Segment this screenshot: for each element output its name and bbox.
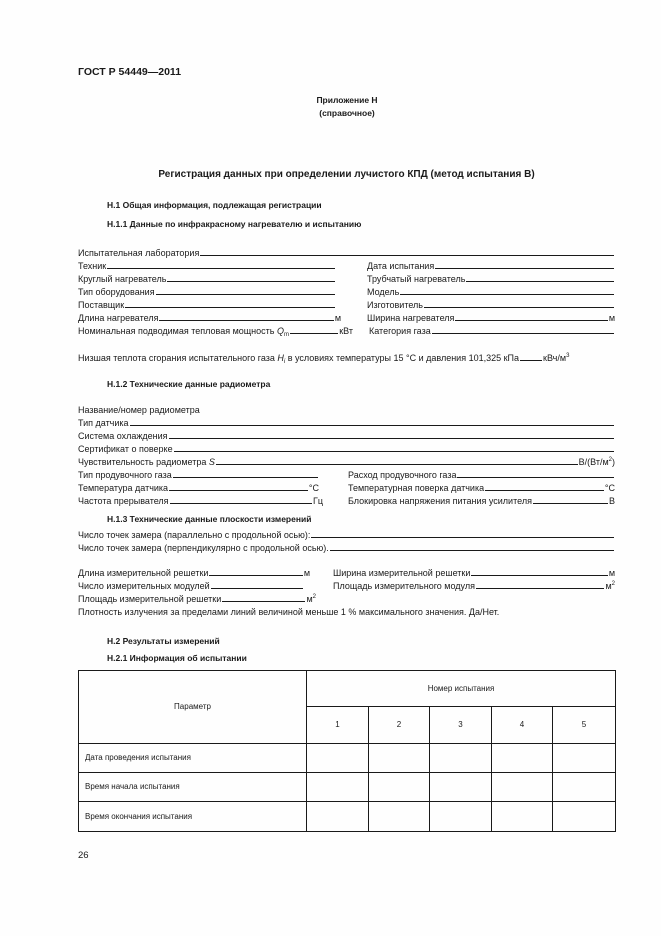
field-purge-gas-type — [78, 468, 319, 480]
superscript: 3 — [566, 353, 570, 359]
fill-line[interactable] — [169, 438, 614, 439]
table-cell[interactable] — [492, 744, 553, 773]
table-cell[interactable] — [369, 802, 430, 832]
fill-line[interactable] — [170, 503, 312, 504]
table-cell[interactable] — [430, 802, 492, 832]
field-label — [78, 458, 215, 467]
field-technician — [78, 259, 336, 271]
field-supplier — [78, 298, 336, 310]
fill-line[interactable] — [432, 333, 614, 334]
field-label: Поставщик — [78, 300, 125, 310]
table-cell[interactable] — [430, 744, 492, 773]
fill-line[interactable] — [222, 601, 305, 602]
unit-label: Гц — [312, 496, 323, 506]
fill-line[interactable] — [457, 477, 614, 478]
field-label: Тип продувочного газа — [78, 470, 172, 480]
fill-line[interactable] — [533, 503, 608, 504]
field-test-laboratory — [78, 246, 615, 258]
unit-label: °С — [604, 483, 615, 493]
fill-line[interactable] — [424, 307, 614, 308]
fill-line[interactable] — [471, 575, 607, 576]
fill-line[interactable] — [485, 490, 604, 491]
field-sensor-type — [78, 416, 615, 428]
fill-line[interactable] — [330, 550, 614, 551]
field-grid-length — [78, 566, 310, 578]
fill-line[interactable] — [311, 537, 614, 538]
field-points-parallel — [78, 528, 615, 540]
field-equipment-type — [78, 285, 336, 297]
field-label: Трубчатый нагреватель — [367, 274, 466, 284]
fill-line[interactable] — [200, 255, 614, 256]
field-label: Блокировка напряжения питания усилителя — [348, 496, 532, 506]
test-col-header: 2 — [369, 707, 430, 744]
fill-line[interactable] — [476, 588, 605, 589]
unit-text: ) — [612, 457, 615, 467]
field-purge-gas-flow — [348, 468, 615, 480]
field-label: Число точек замера (параллельно с продольной осью): — [78, 530, 311, 540]
fill-line[interactable] — [159, 320, 333, 321]
field-tube-heater — [367, 272, 615, 284]
table-row — [79, 802, 616, 832]
field-label: Расход продувочного газа — [348, 470, 457, 480]
param-header: Параметр — [79, 671, 307, 744]
unit-text: м — [306, 594, 313, 604]
field-amplifier-voltage-lock — [348, 494, 615, 506]
field-label: Температура датчика — [78, 483, 169, 493]
field-radiometer-name — [78, 403, 615, 415]
field-label: Изготовитель — [367, 300, 423, 310]
field-chopper-frequency — [78, 494, 323, 506]
unit-label: м — [608, 313, 615, 323]
density-note: Плотность излучения за пределами линий величиной меньше 1 % максимального значения. Да/Нет. — [78, 607, 500, 617]
field-label — [78, 354, 519, 363]
label-text: Низшая теплота сгорания испытательного газа — [78, 353, 275, 363]
fill-line[interactable] — [130, 425, 614, 426]
fill-line[interactable] — [173, 477, 318, 478]
field-grid-width — [333, 566, 615, 578]
fill-line[interactable] — [169, 490, 308, 491]
section-h13-heading: Н.1.3 Технические данные плоскости измерений — [107, 514, 312, 524]
field-lower-heating-value — [78, 351, 615, 363]
table-cell[interactable] — [307, 773, 369, 802]
unit-text: В/(Вт/м — [578, 457, 609, 467]
field-module-area — [333, 579, 615, 591]
row-label: Дата проведения испытания — [79, 744, 307, 773]
unit-label — [306, 595, 316, 604]
fill-line[interactable] — [125, 307, 335, 308]
unit-label: м — [303, 568, 310, 578]
test-info-table — [78, 670, 616, 832]
field-calibration-certificate — [78, 442, 615, 454]
symbol-q: Q — [276, 326, 284, 336]
field-test-date — [367, 259, 615, 271]
table-cell[interactable] — [553, 744, 616, 773]
field-model — [367, 285, 615, 297]
field-label: Число точек замера (перпендикулярно с продольной осью). — [78, 543, 329, 553]
field-gas-category — [369, 324, 615, 336]
test-col-header: 3 — [430, 707, 492, 744]
field-label: Круглый нагреватель — [78, 274, 167, 284]
unit-text: кВч/м — [543, 353, 567, 363]
field-label: Категория газа — [369, 326, 431, 336]
field-cooling-system — [78, 429, 615, 441]
fill-line[interactable] — [466, 281, 614, 282]
table-cell[interactable] — [492, 802, 553, 832]
fill-line[interactable] — [209, 575, 302, 576]
field-label: Название/номер радиометра — [78, 405, 200, 415]
field-round-heater — [78, 272, 336, 284]
row-label: Время начала испытания — [79, 773, 307, 802]
fill-line[interactable] — [290, 333, 338, 334]
field-grid-area — [78, 592, 316, 604]
unit-label — [543, 354, 569, 363]
fill-line[interactable] — [156, 294, 335, 295]
test-number-header: Номер испытания — [307, 671, 616, 707]
fill-line[interactable] — [211, 588, 303, 589]
field-label: Тип датчика — [78, 418, 129, 428]
field-label: Тип оборудования — [78, 287, 155, 297]
unit-label: кВт — [339, 326, 353, 336]
symbol-subscript: i — [283, 359, 286, 365]
field-label: Ширина измерительной решетки — [333, 568, 471, 578]
field-sensor-temperature-check — [348, 481, 615, 493]
superscript: 2 — [608, 457, 612, 463]
section-h1-heading: Н.1 Общая информация, подлежащая регистрации — [107, 200, 322, 210]
test-col-header: 4 — [492, 707, 553, 744]
fill-line[interactable] — [107, 268, 335, 269]
table-row — [79, 744, 616, 773]
field-radiometer-sensitivity — [78, 455, 615, 467]
table-cell[interactable] — [553, 773, 616, 802]
unit-label — [579, 458, 615, 467]
field-heater-width — [367, 311, 615, 323]
fill-line[interactable] — [400, 294, 614, 295]
fill-line[interactable] — [520, 360, 542, 361]
field-label: Ширина нагревателя — [367, 313, 455, 323]
field-label — [78, 327, 289, 336]
annex-subtitle: (справочное) — [319, 108, 375, 118]
table-cell[interactable] — [307, 744, 369, 773]
unit-label — [605, 582, 615, 591]
field-points-perpendicular — [78, 541, 615, 553]
field-label: Дата испытания — [367, 261, 435, 271]
table-cell[interactable] — [369, 744, 430, 773]
superscript: 2 — [611, 581, 615, 587]
field-module-count — [78, 579, 304, 591]
table-cell[interactable] — [553, 802, 616, 832]
field-label: Площадь измерительной решетки — [78, 594, 222, 604]
row-label: Время окончания испытания — [79, 802, 307, 832]
page-number: 26 — [78, 850, 89, 861]
section-h12-heading: Н.1.2 Технические данные радиометра — [107, 379, 271, 389]
unit-label: В — [608, 496, 615, 506]
field-nominal-heat-input — [78, 324, 353, 336]
fill-line[interactable] — [435, 268, 614, 269]
label-text: Чувствительность радиометра — [78, 457, 207, 467]
standard-number: ГОСТ Р 54449—2011 — [78, 66, 182, 78]
field-label: Техник — [78, 261, 107, 271]
field-label: Сертификат о поверке — [78, 444, 173, 454]
fill-line[interactable] — [167, 281, 335, 282]
field-manufacturer — [367, 298, 615, 310]
field-sensor-temperature — [78, 481, 319, 493]
table-cell[interactable] — [492, 773, 553, 802]
unit-text: м — [605, 581, 612, 591]
section-h2-heading: Н.2 Результаты измерений — [107, 636, 220, 646]
field-label: Частота прерывателя — [78, 496, 169, 506]
field-label: Длина нагревателя — [78, 313, 159, 323]
field-label: Площадь измерительного модуля — [333, 581, 475, 591]
table-cell[interactable] — [369, 773, 430, 802]
section-h21-heading: Н.2.1 Информация об испытании — [107, 653, 247, 663]
symbol-subscript: m — [283, 332, 289, 338]
field-label: Система охлаждения — [78, 431, 168, 441]
unit-label: °С — [308, 483, 319, 493]
field-label: Модель — [367, 287, 400, 297]
field-label: Температурная поверка датчика — [348, 483, 485, 493]
label-text: Номинальная подводимая тепловая мощность — [78, 326, 275, 336]
unit-label: м — [608, 568, 615, 578]
table-cell[interactable] — [430, 773, 492, 802]
field-label: Испытательная лаборатория — [78, 248, 200, 258]
fill-line[interactable] — [174, 451, 614, 452]
superscript: 2 — [312, 594, 316, 600]
annex-title: Приложение Н — [316, 95, 378, 105]
section-h11-heading: Н.1.1 Данные по инфракрасному нагревателю и испытанию — [107, 219, 362, 229]
field-label: Число измерительных модулей — [78, 581, 210, 591]
field-label: Длина измерительной решетки — [78, 568, 209, 578]
symbol-s: S — [208, 457, 215, 467]
field-heater-length — [78, 311, 341, 323]
unit-label: м — [334, 313, 341, 323]
test-col-header: 5 — [553, 707, 616, 744]
label-text: в условиях температуры 15 °С и давления 101,325 кПа — [287, 353, 520, 363]
document-title: Регистрация данных при определении лучистого КПД (метод испытания В) — [158, 169, 535, 180]
symbol-h: H — [277, 353, 284, 363]
fill-line[interactable] — [455, 320, 607, 321]
table-cell[interactable] — [307, 802, 369, 832]
test-col-header: 1 — [307, 707, 369, 744]
fill-line[interactable] — [216, 464, 578, 465]
table-row — [79, 773, 616, 802]
